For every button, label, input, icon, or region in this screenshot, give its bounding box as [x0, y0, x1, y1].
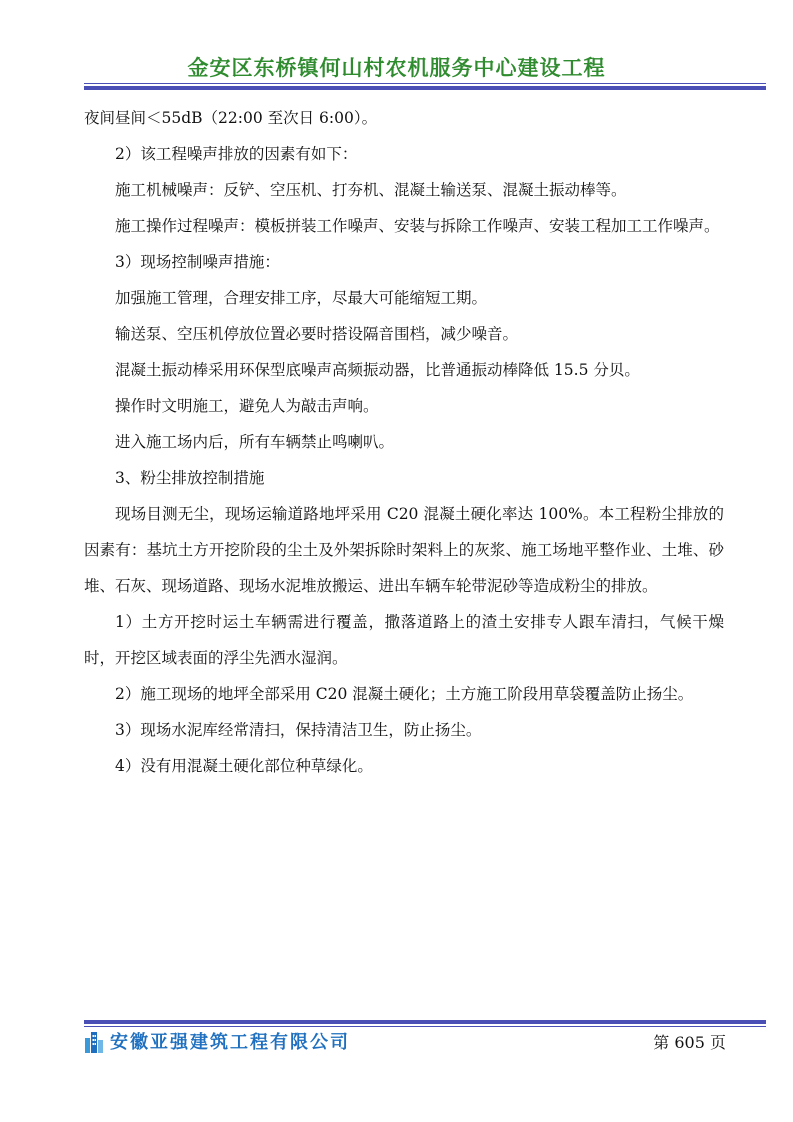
- footer-rule-thin: [84, 1026, 766, 1027]
- page-number: 第 605 页: [653, 1033, 726, 1052]
- paragraph: 3）现场控制噪声措施：: [115, 253, 280, 271]
- paragraph: 2）施工现场的地坪全部采用 C20 混凝土硬化；土方施工阶段用草袋覆盖防止扬尘。: [115, 685, 694, 703]
- header-rule-thin: [84, 83, 766, 84]
- paragraph: 输送泵、空压机停放位置必要时搭设隔音围档，减少噪音。: [115, 325, 519, 343]
- paragraph: 4）没有用混凝土硬化部位种草绿化。: [115, 757, 373, 775]
- footer-rule-thick: [84, 1020, 766, 1024]
- paragraph: 进入施工场内后，所有车辆禁止鸣喇叭。: [115, 433, 395, 451]
- paragraph: 施工操作过程噪声：模板拼装工作噪声、安装与拆除工作噪声、安装工程加工工作噪声。: [115, 217, 720, 235]
- paragraph: 2）该工程噪声排放的因素有如下：: [115, 145, 358, 163]
- paragraph: 现场目测无尘，现场运输道路地坪采用 C20 混凝土硬化率达 100%。本工程粉尘排放的因素有：基坑土方开挖阶段的尘土及外架拆除时架料上的灰浆、施工场地平整作业、土堆、砂堆、石灰、现场道路、现场水泥堆放搬运、进出车辆车轮带泥砂等造成粉尘的排放。: [84, 505, 724, 595]
- paragraph: 操作时文明施工，避免人为敲击声响。: [115, 397, 379, 415]
- paragraph: 1）土方开挖时运土车辆需进行覆盖，撒落道路上的渣土安排专人跟车清扫，气候干燥时，开挖区域表面的浮尘先洒水湿润。: [84, 613, 724, 667]
- paragraph: 3）现场水泥库经常清扫，保持清洁卫生，防止扬尘。: [115, 721, 482, 739]
- section-heading: 3、粉尘排放控制措施: [115, 469, 265, 487]
- document-body: [84, 100, 724, 784]
- paragraph: 施工机械噪声：反铲、空压机、打夯机、混凝土输送泵、混凝土振动棒等。: [115, 181, 627, 199]
- header-rule-thick: [84, 86, 766, 90]
- paragraph: 加强施工管理，合理安排工序，尽最大可能缩短工期。: [115, 289, 488, 307]
- header-title: 金安区东桥镇何山村农机服务中心建设工程: [187, 56, 606, 80]
- paragraph: 夜间昼间＜55dB（22:00 至次日 6:00）。: [84, 109, 378, 127]
- paragraph: 混凝土振动棒采用环保型底噪声高频振动器，比普通振动棒降低 15.5 分贝。: [115, 361, 640, 379]
- building-logo-icon: [84, 1030, 106, 1054]
- company-name: 安徽亚强建筑工程有限公司: [110, 1032, 350, 1053]
